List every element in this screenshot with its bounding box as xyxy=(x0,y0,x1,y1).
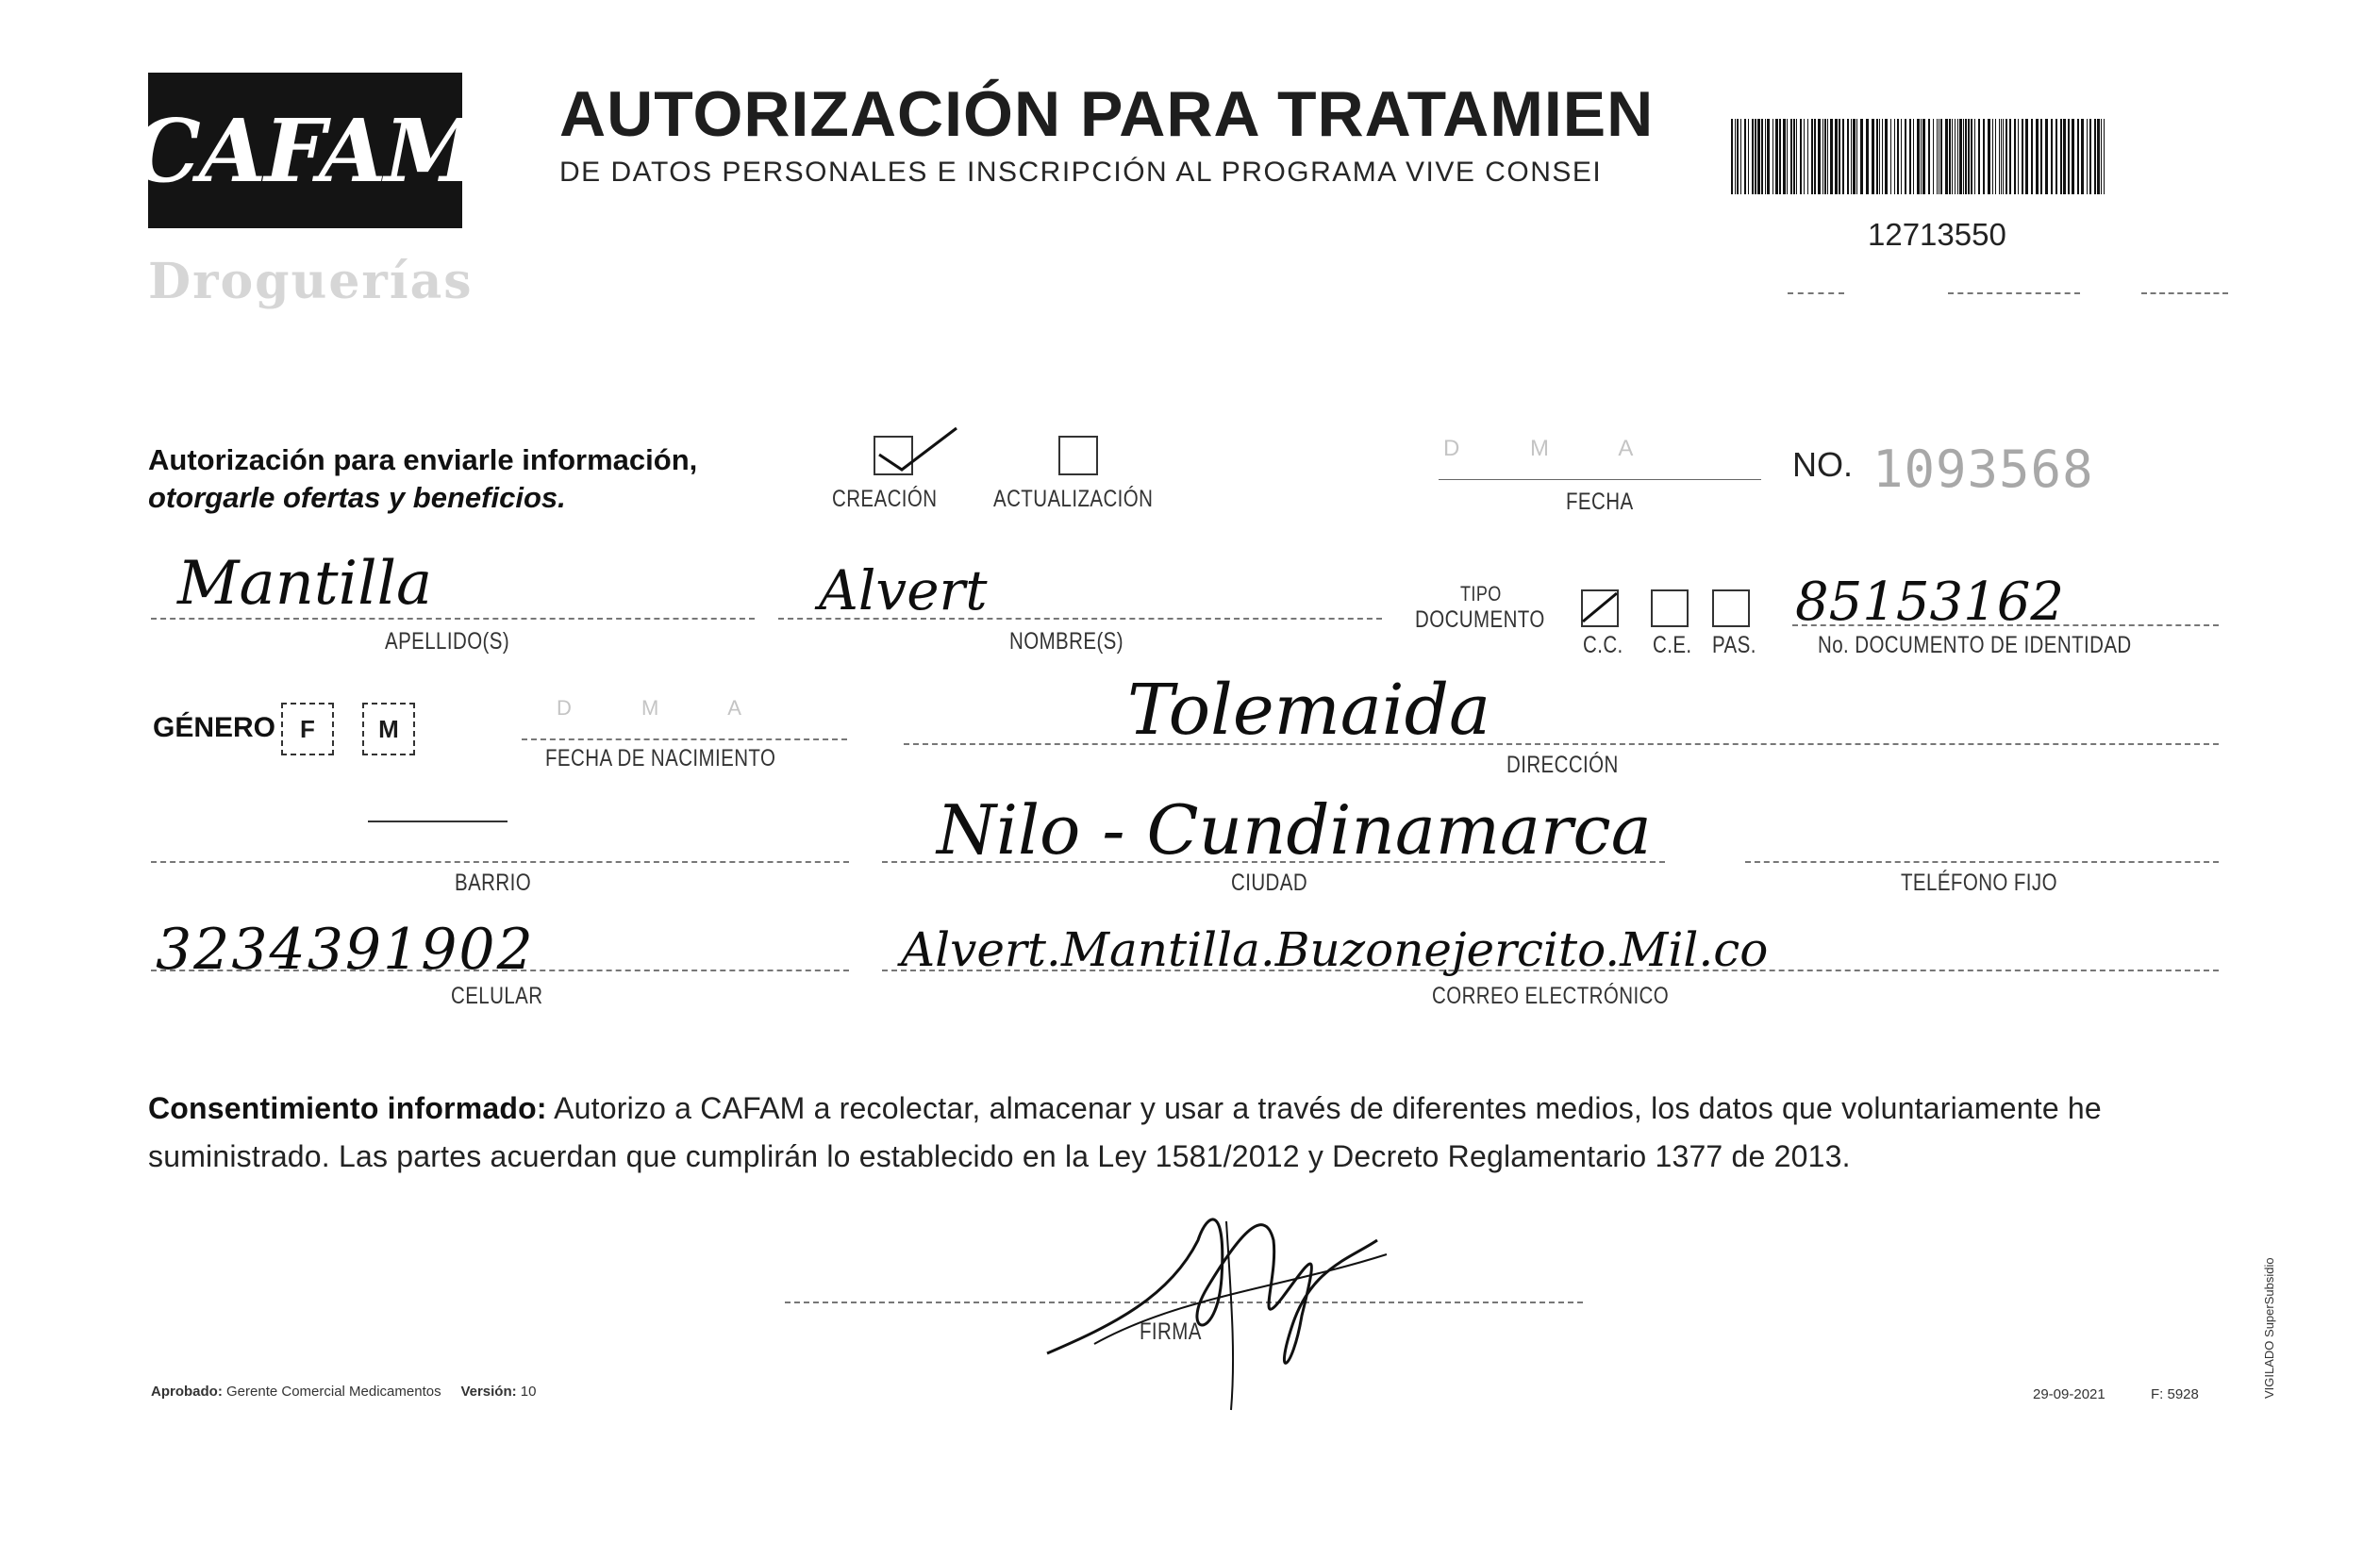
barcode-bar xyxy=(1890,119,1891,194)
barcode-bar xyxy=(1775,119,1778,194)
barcode-bar xyxy=(1740,119,1741,194)
apellidos-line[interactable] xyxy=(151,618,755,620)
genero-f-box[interactable]: F xyxy=(281,703,334,755)
barcode-bar xyxy=(1807,119,1808,194)
barcode-bar xyxy=(2003,119,2004,194)
barcode-bar xyxy=(2009,119,2011,194)
barcode-bar xyxy=(1853,119,1856,194)
barcode-bar xyxy=(1752,119,1754,194)
barcode-bar xyxy=(1814,119,1816,194)
barcode-bar xyxy=(2025,119,2028,194)
celular-label: CELULAR xyxy=(451,983,543,1009)
barcode-bar xyxy=(2001,119,2002,194)
barcode-bar xyxy=(1901,119,1902,194)
barcode-bar xyxy=(2006,119,2007,194)
barcode-bar xyxy=(1978,119,1980,194)
doc-pas-checkbox[interactable] xyxy=(1712,589,1750,627)
direccion-value: Tolemaida xyxy=(1127,670,1491,751)
barcode-bar xyxy=(1971,119,1972,194)
barcode-bar xyxy=(1921,119,1922,194)
direccion-label: DIRECCIÓN xyxy=(1506,752,1619,778)
tipo-label: TIPO xyxy=(1460,582,1502,605)
correo-value: Alvert.Mantilla.Buzonejercito.Mil.co xyxy=(901,922,1769,977)
barcode-bar xyxy=(2014,119,2016,194)
barrio-line[interactable] xyxy=(151,861,849,863)
footer-date: 29-09-2021 xyxy=(2033,1386,2105,1402)
barcode-bar xyxy=(2097,119,2100,194)
barcode-bar xyxy=(1949,119,1951,194)
doc-pas-label: PAS. xyxy=(1712,632,1756,658)
barcode-bar xyxy=(1735,119,1736,194)
barcode-bar xyxy=(2081,119,2084,194)
barcode-bar xyxy=(1866,119,1869,194)
barcode-bar xyxy=(1983,119,1985,194)
barcode-bar xyxy=(2031,119,2033,194)
barcode-bar xyxy=(1824,119,1826,194)
barcode-bar xyxy=(1876,119,1878,194)
barcode-bar xyxy=(1822,119,1823,194)
checkmark-icon xyxy=(874,423,958,479)
correo-label: CORREO ELECTRÓNICO xyxy=(1432,983,1670,1009)
form-number: 1093568 xyxy=(1872,439,2094,499)
barcode-bar xyxy=(1995,119,1996,194)
doc-ce-label: C.E. xyxy=(1653,632,1692,658)
barcode-bar xyxy=(1827,119,1828,194)
barcode-bar xyxy=(1793,119,1795,194)
section-heading-line1: Autorización para enviarle información, xyxy=(148,443,698,476)
barcode-bar xyxy=(1767,119,1770,194)
barcode-bar xyxy=(2104,119,2105,194)
fecha-label: FECHA xyxy=(1566,489,1634,515)
divider xyxy=(1948,292,2080,294)
barcode-bar xyxy=(2055,119,2057,194)
no-label: NO. xyxy=(1792,445,1854,484)
barcode-bar xyxy=(1787,119,1788,194)
barrio-label: BARRIO xyxy=(455,870,532,896)
documento-label: DOCUMENTO xyxy=(1415,606,1545,633)
footer-approval: Aprobado: Gerente Comercial Medicamentos Versión: 10 xyxy=(151,1384,537,1400)
barcode-bar xyxy=(1992,119,1993,194)
section-heading-line2: otorgarle ofertas y beneficios. xyxy=(148,481,566,514)
barcode-bar xyxy=(2094,119,2096,194)
barcode-bar xyxy=(1885,119,1888,194)
nombres-label: NOMBRE(S) xyxy=(1009,628,1124,655)
divider xyxy=(1788,292,1844,294)
barcode-bar xyxy=(1917,119,1920,194)
barcode-bar xyxy=(1757,119,1760,194)
barcode-bar xyxy=(1790,119,1792,194)
barcode-bar xyxy=(2063,119,2066,194)
telefono-label: TELÉFONO FIJO xyxy=(1901,870,2057,896)
barcode-bar xyxy=(1748,119,1749,194)
ciudad-label: CIUDAD xyxy=(1231,870,1308,896)
form-title: AUTORIZACIÓN PARA TRATAMIEN xyxy=(559,78,1655,150)
firma-label: FIRMA xyxy=(1140,1318,1202,1345)
celular-value: 3234391902 xyxy=(156,917,535,983)
barcode-bar xyxy=(1913,119,1914,194)
barcode xyxy=(1731,119,2105,194)
genero-label: GÉNERO xyxy=(153,712,276,743)
doc-cc-checkbox[interactable] xyxy=(1581,589,1619,627)
barcode-bar xyxy=(1804,119,1805,194)
barcode-bar xyxy=(1839,119,1840,194)
form-subtitle: DE DATOS PERSONALES E INSCRIPCIÓN AL PROGRAMA VIVE CONSEI xyxy=(559,157,1603,188)
barcode-bar xyxy=(2036,119,2039,194)
consent-text: Autorizo a CAFAM a recolectar, almacenar y usar a través de diferentes medios, los datos que voluntariamente he suministrado. Las partes acuerdan que cumplirán lo establecido en la Ley 1581/2012 y Decreto Reglamentario 1377 de 2013. xyxy=(148,1091,2102,1173)
checkmark-icon xyxy=(1581,589,1619,627)
apellidos-value: Mantilla xyxy=(177,549,433,619)
barcode-bar xyxy=(1933,119,1934,194)
barcode-bar xyxy=(1851,119,1852,194)
barcode-bar xyxy=(2018,119,2019,194)
barcode-bar xyxy=(1842,119,1844,194)
ciudad-line[interactable] xyxy=(882,861,1665,863)
barcode-bar xyxy=(1965,119,1967,194)
barcode-bar xyxy=(1860,119,1863,194)
nacimiento-line[interactable] xyxy=(522,738,847,740)
cafam-logo: CAFAM xyxy=(148,73,462,228)
barcode-bar xyxy=(1937,119,1938,194)
barcode-bar xyxy=(2051,119,2053,194)
barcode-bar xyxy=(2068,119,2070,194)
barcode-bar xyxy=(1856,119,1857,194)
barcode-bar xyxy=(1872,119,1874,194)
barcode-bar xyxy=(1922,119,1925,194)
barcode-bar xyxy=(1945,119,1948,194)
barcode-bar xyxy=(1988,119,1990,194)
barcode-bar xyxy=(1905,119,1906,194)
barcode-bar xyxy=(1835,119,1838,194)
ciudad-value: Nilo - Cundinamarca xyxy=(937,790,1652,870)
barcode-bar xyxy=(1761,119,1763,194)
telefono-line[interactable] xyxy=(1745,861,2219,863)
barcode-bar xyxy=(1999,119,2000,194)
barcode-bar xyxy=(1731,119,1733,194)
barcode-bar xyxy=(1783,119,1786,194)
barcode-bar xyxy=(2087,119,2088,194)
barcode-bar xyxy=(2072,119,2074,194)
barcode-bar xyxy=(1894,119,1895,194)
barcode-bar xyxy=(1737,119,1739,194)
barcode-bar xyxy=(1959,119,1962,194)
documento-value: 85153162 xyxy=(1795,572,2065,633)
barcode-bar xyxy=(1909,119,1911,194)
barcode-bar xyxy=(2101,119,2102,194)
barcode-bar xyxy=(1847,119,1849,194)
barcode-bar xyxy=(1755,119,1756,194)
direccion-line[interactable] xyxy=(904,743,2219,745)
barcode-bar xyxy=(2089,119,2091,194)
nacimiento-label: FECHA DE NACIMIENTO xyxy=(545,745,776,771)
barcode-bar xyxy=(1879,119,1880,194)
barrio-value xyxy=(368,821,508,822)
nombres-line[interactable] xyxy=(778,618,1382,620)
barcode-bar xyxy=(1968,119,1970,194)
creacion-checkbox[interactable] xyxy=(874,436,913,475)
signature-scribble xyxy=(1038,1184,1415,1419)
barcode-bar xyxy=(2060,119,2062,194)
barcode-bar xyxy=(1928,119,1930,194)
barcode-bar xyxy=(2077,119,2079,194)
barcode-bar xyxy=(1818,119,1821,194)
barcode-bar xyxy=(2045,119,2048,194)
actualizacion-checkbox[interactable] xyxy=(1058,436,1098,475)
barcode-bar xyxy=(1811,119,1813,194)
consent-paragraph xyxy=(148,1085,2223,1181)
supersubsidio-mark: VIGILADO SuperSubsidio xyxy=(2262,1257,2276,1399)
barcode-bar xyxy=(1940,119,1942,194)
doc-ce-checkbox[interactable] xyxy=(1651,589,1689,627)
droguerias-logo-text: Droguerías xyxy=(148,253,474,310)
nacimiento-placeholder: D M A xyxy=(557,696,774,720)
barcode-bar xyxy=(1800,119,1802,194)
barcode-bar xyxy=(1765,119,1766,194)
barcode-bar xyxy=(1974,119,1975,194)
celular-line[interactable] xyxy=(151,970,849,971)
barcode-bar xyxy=(2040,119,2042,194)
barcode-number: 12713550 xyxy=(1868,217,2006,252)
doc-cc-label: C.C. xyxy=(1583,632,1623,658)
consent-heading: Consentimiento informado: xyxy=(148,1091,547,1125)
barcode-bar xyxy=(1882,119,1883,194)
barcode-bar xyxy=(1744,119,1746,194)
fecha-placeholder: D M A xyxy=(1443,436,1666,461)
divider xyxy=(2141,292,2228,294)
actualizacion-label: ACTUALIZACIÓN xyxy=(993,486,1154,512)
barcode-bar xyxy=(2022,119,2023,194)
barcode-bar xyxy=(1830,119,1833,194)
documento-identidad-label: No. DOCUMENTO DE IDENTIDAD xyxy=(1818,632,2132,658)
barcode-bar xyxy=(1955,119,1956,194)
nombres-value: Alvert xyxy=(819,558,988,622)
fecha-line[interactable] xyxy=(1439,479,1761,480)
barcode-bar xyxy=(1897,119,1899,194)
footer-form-code: F: 5928 xyxy=(2151,1386,2199,1402)
documento-line[interactable] xyxy=(1792,624,2219,626)
barcode-bar xyxy=(1957,119,1958,194)
barcode-bar xyxy=(1779,119,1781,194)
correo-line[interactable] xyxy=(882,970,2219,971)
barcode-bar xyxy=(1963,119,1964,194)
barcode-bar xyxy=(1952,119,1953,194)
genero-m-box[interactable]: M xyxy=(362,703,415,755)
apellidos-label: APELLIDO(S) xyxy=(385,628,510,655)
creacion-label: CREACIÓN xyxy=(832,486,938,512)
barcode-bar xyxy=(1796,119,1797,194)
